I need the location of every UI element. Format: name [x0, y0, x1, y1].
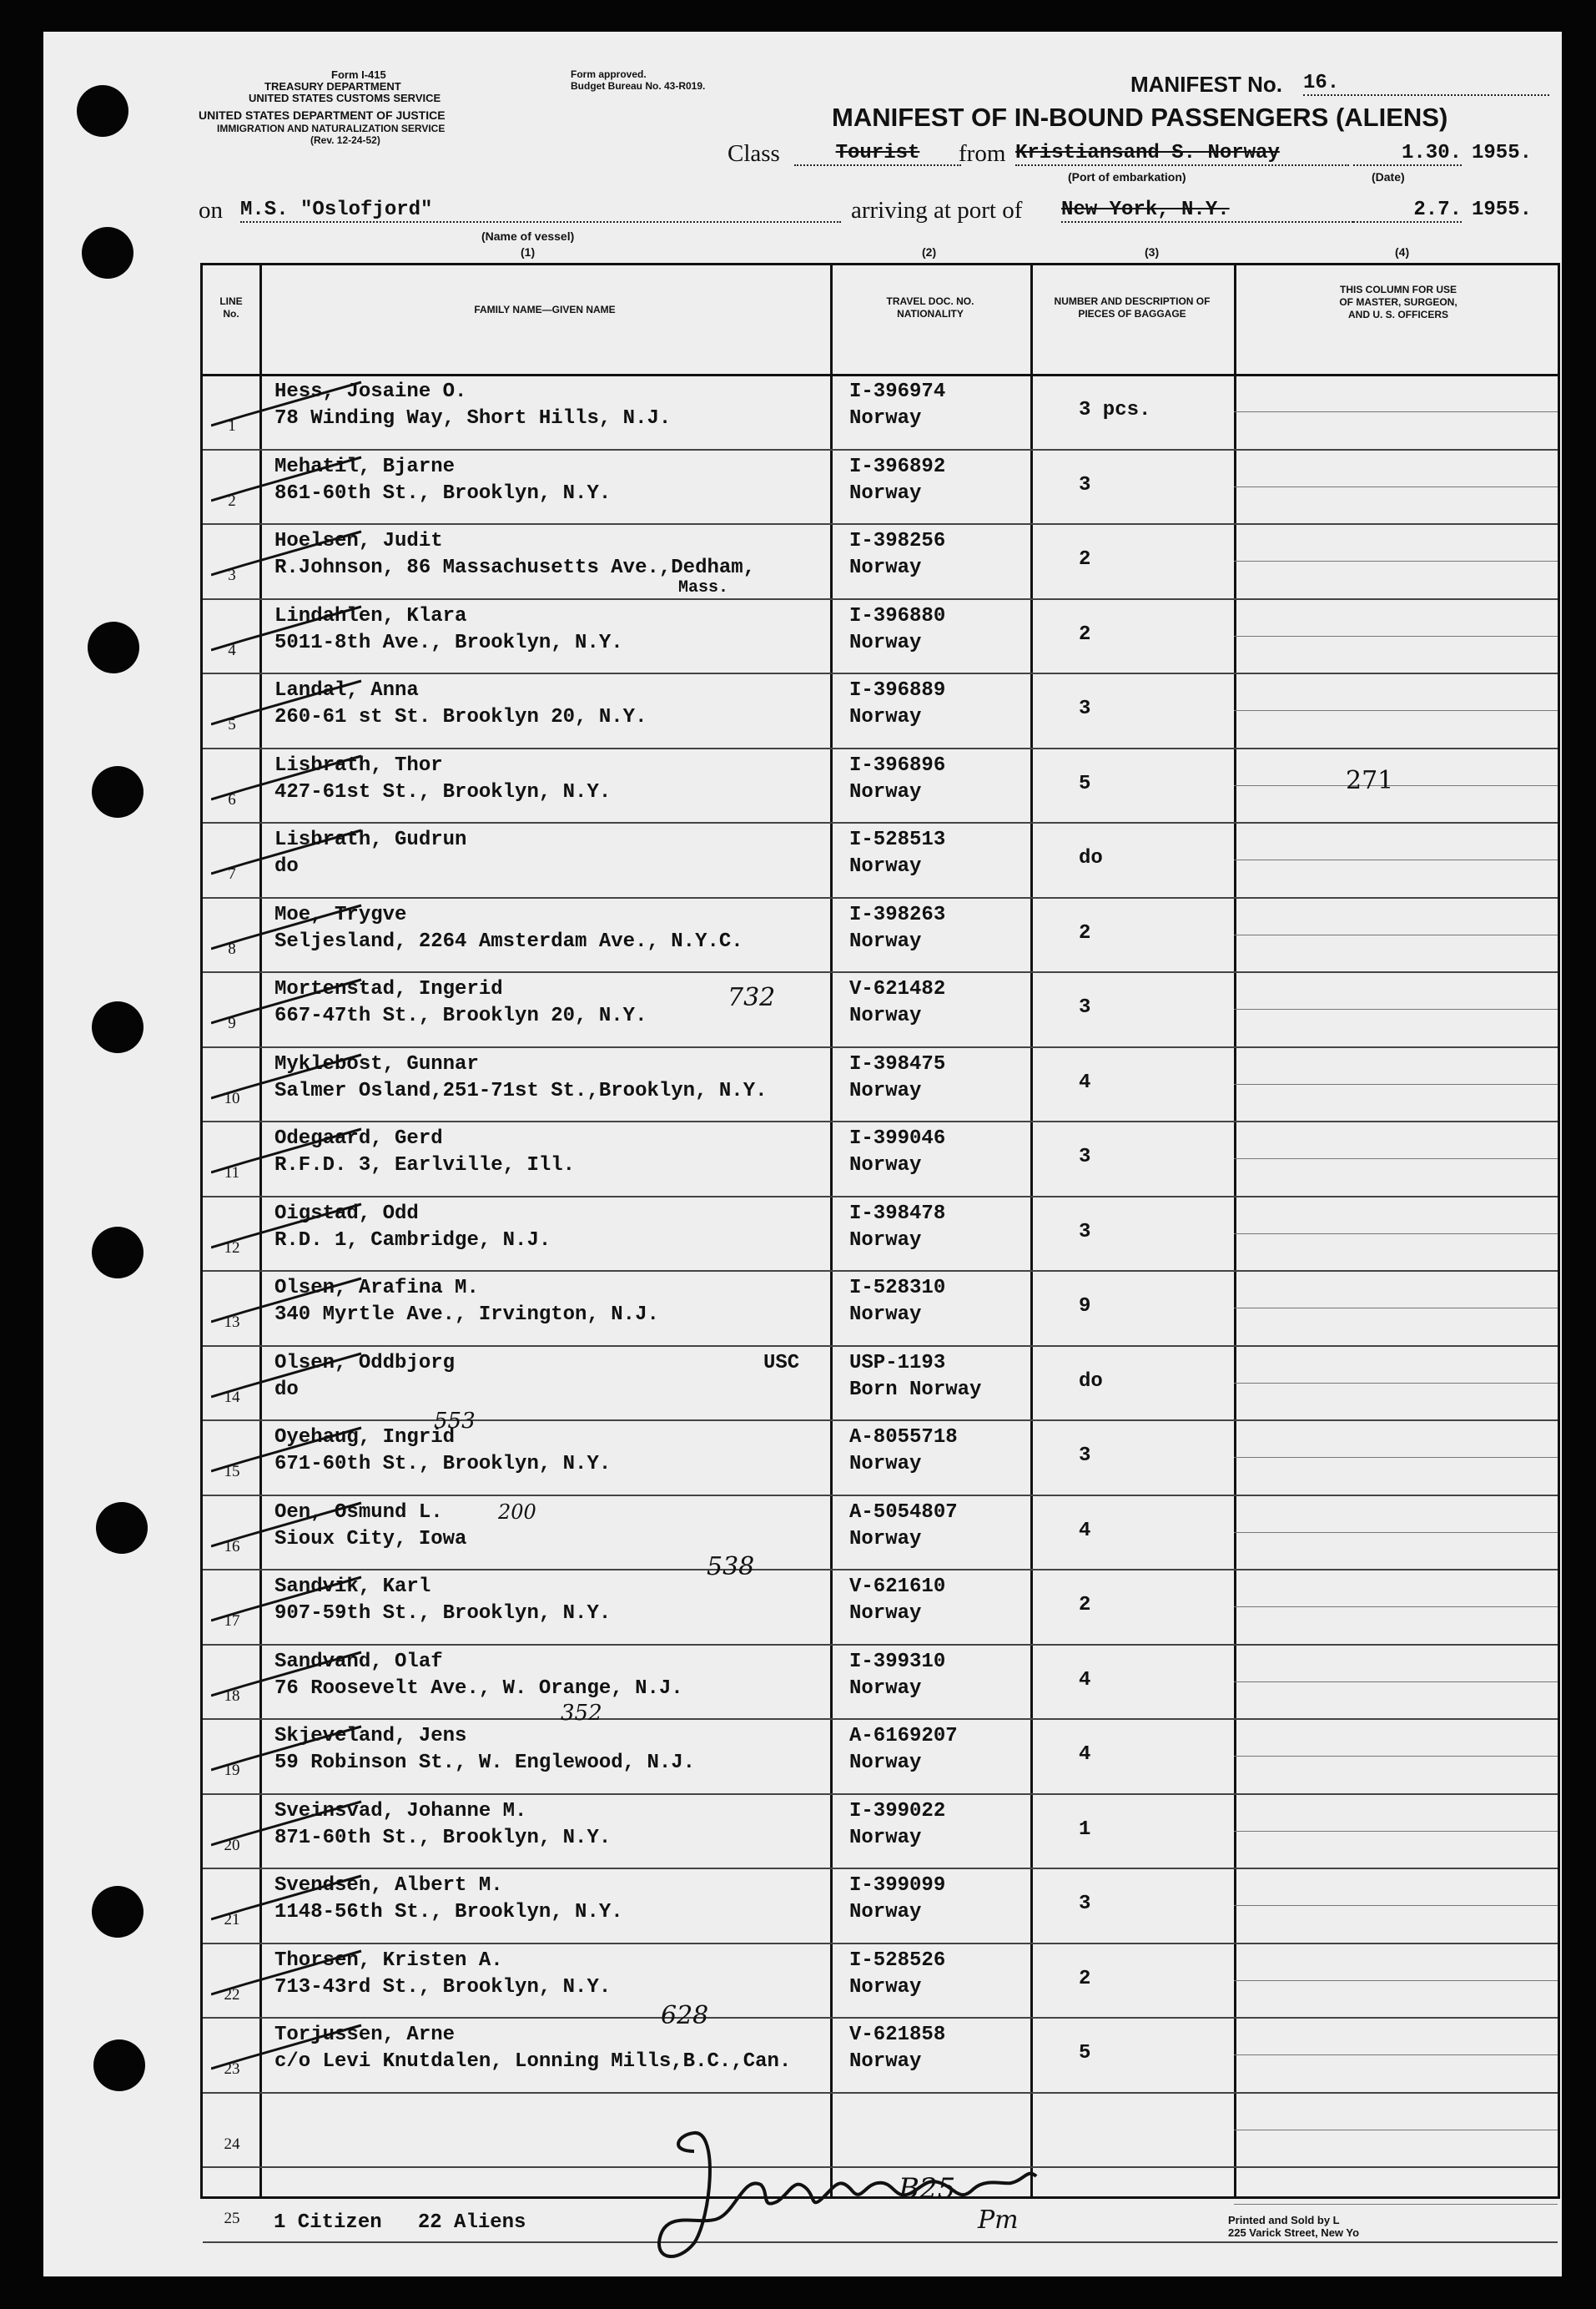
nationality: Norway	[849, 407, 922, 430]
citizenship-note: USC	[763, 1351, 800, 1374]
nationality: Norway	[849, 1527, 922, 1550]
table-row	[203, 1046, 1558, 1123]
travel-doc-number: I-399046	[849, 1127, 946, 1150]
table-row	[203, 1644, 1558, 1721]
passenger-address: R.F.D. 3, Earlville, Ill.	[274, 1154, 576, 1177]
nationality: Norway	[849, 557, 922, 579]
form-approved: Form approved.	[571, 68, 647, 80]
check-mark	[211, 449, 370, 516]
row-divider	[1234, 1084, 1558, 1085]
passenger-name: Sandvand, Olaf	[274, 1650, 443, 1673]
table-row	[203, 673, 1558, 749]
travel-doc-number: I-528513	[849, 829, 946, 851]
baggage-count: 3	[1079, 1146, 1091, 1168]
table-row	[203, 1943, 1558, 2019]
line-number: 7	[228, 865, 236, 883]
passenger-address: 340 Myrtle Ave., Irvington, N.J.	[274, 1303, 659, 1326]
travel-doc-number: I-396974	[849, 381, 946, 403]
printer-line-2: 225 Varick Street, New Yo	[1228, 2226, 1360, 2239]
nationality: Norway	[849, 1228, 922, 1252]
row-divider	[1234, 1905, 1558, 1906]
port-of-embarkation: Kristiansand S. Norway	[1015, 142, 1349, 166]
travel-doc-number: I-399022	[849, 1799, 946, 1822]
passenger-address: 260-61 st St. Brooklyn 20, N.Y.	[274, 706, 647, 728]
table-row	[203, 1868, 1558, 1944]
baggage-count: 3 pcs.	[1079, 399, 1151, 421]
citizen-alien-summary: 1 Citizen 22 Aliens	[274, 2211, 526, 2234]
line-number: 13	[224, 1313, 240, 1331]
table-row	[203, 1345, 1558, 1422]
header-officers: THIS COLUMN FOR USE OF MASTER, SURGEON, AND U. S. OFFICERS	[1339, 284, 1458, 320]
ins-label: IMMIGRATION AND NATURALIZATION SERVICE	[217, 123, 446, 134]
travel-doc-number: I-396880	[849, 604, 946, 628]
line-number: 3	[228, 567, 236, 584]
handwritten-note: 200	[498, 1500, 536, 1524]
passenger-name: Odegaard, Gerd	[274, 1127, 443, 1150]
row-divider	[1234, 1009, 1558, 1010]
punch-hole	[92, 1886, 143, 1938]
nationality: Norway	[849, 481, 922, 505]
table-row	[203, 1196, 1558, 1273]
passenger-name: Landal, Anna	[274, 679, 419, 702]
punch-hole	[77, 85, 128, 137]
port-embark-caption: (Port of embarkation)	[1068, 170, 1186, 184]
check-mark	[211, 1793, 370, 1860]
table-row	[203, 374, 1558, 451]
passenger-address: 907-59th St., Brooklyn, N.Y.	[274, 1602, 612, 1625]
row-divider	[1234, 1681, 1558, 1682]
check-mark	[211, 822, 370, 889]
line-number: 19	[224, 1762, 240, 1779]
travel-doc-number: V-621858	[849, 2024, 946, 2046]
punch-hole	[88, 622, 139, 673]
baggage-count: 3	[1079, 1893, 1091, 1915]
table-row	[203, 1270, 1558, 1347]
col4-number: (4)	[1395, 245, 1410, 259]
punch-hole	[92, 766, 143, 818]
baggage-count: 3	[1079, 473, 1091, 497]
header-line-no: LINE No.	[219, 295, 243, 320]
arrival-date: 2.7.	[1353, 199, 1462, 223]
table-row	[203, 971, 1558, 1048]
passenger-name: Lisbrath, Gudrun	[274, 829, 467, 851]
row-divider	[1234, 1831, 1558, 1832]
passenger-name: Thorsen, Kristen A.	[274, 1949, 503, 1972]
check-mark	[211, 374, 370, 441]
line-number: 11	[224, 1164, 240, 1182]
row-divider	[1234, 1383, 1558, 1384]
passenger-name: Hoelsen, Judit	[274, 530, 443, 552]
passenger-name: Skjeveland, Jens	[274, 1725, 467, 1747]
passenger-address: Sioux City, Iowa	[274, 1527, 467, 1550]
embark-date: 1.30.	[1353, 142, 1462, 166]
col2-number: (2)	[922, 245, 937, 259]
baggage-count: 2	[1079, 548, 1091, 571]
col3-number: (3)	[1145, 245, 1160, 259]
passenger-address: Salmer Osland,251-71st St.,Brooklyn, N.Y.	[274, 1079, 768, 1102]
passenger-name: Sandvik, Karl	[274, 1575, 431, 1598]
customs-service: UNITED STATES CUSTOMS SERVICE	[249, 92, 441, 104]
line-number: 5	[228, 716, 236, 734]
nationality: Norway	[849, 1079, 922, 1102]
passenger-address: 5011-8th Ave., Brooklyn, N.Y.	[274, 631, 623, 654]
nationality: Born Norway	[849, 1378, 982, 1401]
punch-hole	[96, 1502, 148, 1554]
printer-line-1: Printed and Sold by L	[1228, 2214, 1340, 2226]
row-divider	[1234, 1606, 1558, 1607]
nationality: Norway	[849, 2050, 922, 2073]
travel-doc-number: I-398263	[849, 903, 946, 926]
check-mark	[211, 1943, 370, 2009]
baggage-count: 2	[1079, 1594, 1091, 1616]
check-mark	[211, 523, 370, 590]
nationality: Norway	[849, 706, 922, 728]
row-divider	[1234, 710, 1558, 711]
table-row	[203, 1121, 1558, 1197]
budget-bureau: Budget Bureau No. 43-R019.	[571, 80, 706, 92]
nationality: Norway	[849, 1901, 922, 1923]
nationality: Norway	[849, 1602, 922, 1625]
check-mark	[211, 1345, 370, 1412]
baggage-count: 1	[1079, 1817, 1091, 1841]
passenger-name: Mortenstad, Ingerid	[274, 978, 503, 1001]
table-row	[203, 1419, 1558, 1496]
baggage-count: 3	[1079, 996, 1091, 1019]
signature-note: Pm	[978, 2206, 1019, 2235]
date-caption: (Date)	[1372, 170, 1405, 184]
passenger-name: Oen, Osmund L.	[274, 1500, 443, 1524]
check-mark	[211, 1196, 370, 1263]
travel-doc-number: I-398475	[849, 1052, 946, 1076]
passenger-name: Lindahlen, Klara	[274, 604, 467, 628]
table-row	[203, 822, 1558, 899]
baggage-count: 3	[1079, 698, 1091, 720]
passenger-address: 713-43rd St., Brooklyn, N.Y.	[274, 1975, 612, 1999]
travel-doc-number: I-399310	[849, 1650, 946, 1673]
line-number: 10	[224, 1089, 240, 1107]
passenger-name: Lisbrath, Thor	[274, 754, 443, 777]
row-divider	[1234, 561, 1558, 562]
line-number: 24	[224, 2135, 240, 2153]
travel-doc-number: A-8055718	[849, 1426, 958, 1449]
baggage-count: 4	[1079, 1071, 1091, 1094]
nationality: Norway	[849, 1975, 922, 1999]
baggage-count: 5	[1079, 772, 1091, 795]
baggage-count: do	[1079, 1369, 1103, 1393]
row-divider	[1234, 1532, 1558, 1533]
travel-doc-number: V-621610	[849, 1575, 946, 1598]
passenger-address: 871-60th St., Brooklyn, N.Y.	[274, 1826, 612, 1849]
check-mark	[211, 673, 370, 739]
table-row	[203, 2017, 1558, 2094]
passenger-address-continued: Mass.	[678, 578, 729, 597]
passenger-name: Hess, Josaine O.	[274, 381, 467, 403]
baggage-count: 4	[1079, 1519, 1091, 1542]
baggage-count: 2	[1079, 921, 1091, 945]
nationality: Norway	[849, 1676, 922, 1700]
row-divider	[1234, 411, 1558, 412]
travel-doc-number: I-399099	[849, 1874, 946, 1897]
arrival-port: New York, N.Y.	[1061, 199, 1353, 223]
line-number: 14	[224, 1388, 240, 1406]
line-number: 4	[228, 641, 236, 659]
baggage-count: do	[1079, 847, 1103, 870]
passenger-address: 667-47th St., Brooklyn 20, N.Y.	[274, 1005, 647, 1027]
baggage-count: 3	[1079, 1444, 1091, 1467]
row-divider	[1234, 1457, 1558, 1458]
line-number: 23	[224, 2060, 240, 2078]
passenger-name: Oyehaug, Ingrid	[274, 1426, 456, 1449]
line-number: 16	[224, 1537, 240, 1555]
nationality: Norway	[849, 1303, 922, 1326]
table-row	[203, 449, 1558, 526]
treasury-dept: TREASURY DEPARTMENT	[264, 80, 401, 93]
nationality: Norway	[849, 930, 922, 953]
baggage-count: 2	[1079, 623, 1091, 646]
passenger-address: R.D. 1, Cambridge, N.J.	[274, 1228, 551, 1252]
passenger-address: 427-61st St., Brooklyn, N.Y.	[274, 780, 612, 804]
table-row	[203, 1569, 1558, 1646]
arrival-year: 1955.	[1472, 199, 1533, 221]
check-mark	[211, 1046, 370, 1113]
check-mark	[211, 1270, 370, 1337]
line-number: 15	[224, 1463, 240, 1480]
passenger-name: Olsen, Arafina M.	[274, 1277, 479, 1299]
baggage-count: 4	[1079, 1743, 1091, 1766]
table-row	[203, 748, 1558, 824]
passenger-address: 76 Roosevelt Ave., W. Orange, N.J.	[274, 1676, 683, 1700]
signature-note: B25	[899, 2172, 956, 2206]
line-number: 22	[224, 1985, 240, 2004]
header-baggage: NUMBER AND DESCRIPTION OF PIECES OF BAGGAGE	[1054, 295, 1211, 320]
table-row	[203, 1495, 1558, 1571]
rev-label: (Rev. 12-24-52)	[310, 134, 380, 146]
travel-doc-number: USP-1193	[849, 1351, 946, 1374]
row-divider	[1234, 785, 1558, 786]
nationality: Norway	[849, 855, 922, 878]
header-name: FAMILY NAME—GIVEN NAME	[474, 304, 616, 315]
class-value: Tourist	[794, 142, 961, 166]
passenger-address: do	[274, 1378, 299, 1401]
nationality: Norway	[849, 631, 922, 654]
table-row	[203, 1718, 1558, 1795]
col1-number: (1)	[521, 245, 536, 259]
punch-hole	[93, 2039, 145, 2091]
passenger-address: 78 Winding Way, Short Hills, N.J.	[274, 407, 672, 430]
travel-doc-number: A-5054807	[849, 1500, 958, 1524]
passenger-address: c/o Levi Knutdalen, Lonning Mills,B.C.,Can.	[274, 2050, 792, 2073]
row-divider	[1234, 1980, 1558, 1981]
handwritten-note: 628	[661, 2001, 709, 2030]
table-row	[203, 897, 1558, 974]
passenger-name: Mehatil, Bjarne	[274, 455, 456, 478]
punch-hole	[92, 1001, 143, 1053]
travel-doc-number: I-396889	[849, 679, 946, 702]
travel-doc-number: I-398256	[849, 530, 946, 552]
baggage-count: 4	[1079, 1668, 1091, 1691]
check-mark	[211, 1121, 370, 1187]
passenger-name: Svendsen, Albert M.	[274, 1874, 503, 1897]
class-label: Class	[728, 140, 780, 167]
punch-hole	[92, 1227, 143, 1278]
row-divider	[1234, 2054, 1558, 2055]
nationality: Norway	[849, 1752, 922, 1774]
manifest-sheet	[43, 32, 1562, 2276]
check-mark	[211, 2017, 370, 2084]
form-number: Form I-415	[331, 68, 386, 81]
check-mark	[211, 1718, 370, 1785]
table-row	[203, 598, 1558, 675]
line-number: 6	[228, 790, 236, 809]
header-travel-doc: TRAVEL DOC. NO. NATIONALITY	[886, 295, 974, 320]
baggage-count: 9	[1079, 1295, 1091, 1318]
punch-hole	[82, 227, 133, 279]
line-number: 18	[224, 1686, 240, 1705]
row-divider	[1234, 636, 1558, 637]
handwritten-note: 538	[707, 1552, 755, 1581]
line-number: 2	[228, 492, 236, 510]
check-mark	[211, 1644, 370, 1711]
from-label: from	[959, 140, 1006, 167]
travel-doc-number: I-528526	[849, 1949, 946, 1972]
line-number: 9	[228, 1015, 236, 1032]
travel-doc-number: I-396896	[849, 754, 946, 777]
line-number: 20	[224, 1836, 240, 1854]
table-row	[203, 523, 1558, 600]
check-mark	[211, 971, 370, 1038]
line-number: 8	[228, 940, 236, 958]
travel-doc-number: I-398478	[849, 1202, 946, 1225]
vessel-caption: (Name of vessel)	[481, 229, 575, 243]
line-number: 12	[224, 1238, 240, 1257]
table-row	[203, 1793, 1558, 1870]
passenger-name: Olsen, Oddbjorg	[274, 1351, 456, 1374]
on-label: on	[199, 197, 223, 224]
row-divider	[1234, 1756, 1558, 1757]
passenger-name: Sveinsvad, Johanne M.	[274, 1799, 527, 1822]
passenger-name: Myklebost, Gunnar	[274, 1052, 479, 1076]
baggage-count: 5	[1079, 2042, 1091, 2064]
check-mark	[211, 1495, 370, 1561]
nationality: Norway	[849, 1005, 922, 1027]
passenger-address: 861-60th St., Brooklyn, N.Y.	[274, 481, 612, 505]
passenger-address: Seljesland, 2264 Amsterdam Ave., N.Y.C.	[274, 930, 743, 953]
arriving-label: arriving at port of	[851, 197, 1023, 224]
nationality: Norway	[849, 1826, 922, 1849]
travel-doc-number: I-528310	[849, 1277, 946, 1299]
handwritten-note: 352	[561, 1701, 602, 1726]
passenger-address: do	[274, 855, 299, 878]
travel-doc-number: I-396892	[849, 455, 946, 478]
passenger-name: Oigstad, Odd	[274, 1202, 419, 1225]
nationality: Norway	[849, 1154, 922, 1177]
check-mark	[211, 1569, 370, 1636]
justice-dept: UNITED STATES DEPARTMENT OF JUSTICE	[199, 108, 446, 122]
nationality: Norway	[849, 1453, 922, 1475]
passenger-address: R.Johnson, 86 Massachusetts Ave.,Dedham,	[274, 557, 756, 579]
passenger-name: Moe, Trygve	[274, 903, 407, 926]
manifest-no-label: MANIFEST No.	[1130, 72, 1282, 97]
row-divider	[1234, 1233, 1558, 1234]
row-divider	[1234, 1158, 1558, 1159]
check-mark	[211, 897, 370, 964]
baggage-count: 3	[1079, 1220, 1091, 1243]
line-number: 17	[224, 1612, 240, 1630]
nationality: Norway	[849, 780, 922, 804]
passenger-address: 1148-56th St., Brooklyn, N.Y.	[274, 1901, 623, 1923]
passenger-address: 59 Robinson St., W. Englewood, N.J.	[274, 1752, 696, 1774]
travel-doc-number: A-6169207	[849, 1725, 958, 1747]
passenger-address: 671-60th St., Brooklyn, N.Y.	[274, 1453, 612, 1475]
manifest-no-value: 16.	[1303, 72, 1549, 96]
check-mark	[211, 598, 370, 665]
check-mark	[211, 748, 370, 814]
handwritten-note: 553	[434, 1409, 476, 1434]
manifest-title: MANIFEST OF IN-BOUND PASSENGERS (ALIENS)	[832, 103, 1448, 132]
check-mark	[211, 1419, 370, 1486]
line-number: 1	[228, 417, 236, 435]
line-number: 25	[224, 2210, 240, 2227]
baggage-count: 2	[1079, 1967, 1091, 1990]
handwritten-note: 732	[728, 983, 776, 1012]
row-divider	[1234, 2204, 1558, 2205]
passenger-name: Torjussen, Arne	[274, 2024, 456, 2046]
embark-year: 1955.	[1472, 142, 1533, 164]
travel-doc-number: V-621482	[849, 978, 946, 1001]
line-number: 21	[224, 1911, 240, 1928]
check-mark	[211, 1868, 370, 1934]
officer-note: 271	[1346, 765, 1394, 795]
vessel-name: M.S. "Oslofjord"	[240, 199, 841, 223]
